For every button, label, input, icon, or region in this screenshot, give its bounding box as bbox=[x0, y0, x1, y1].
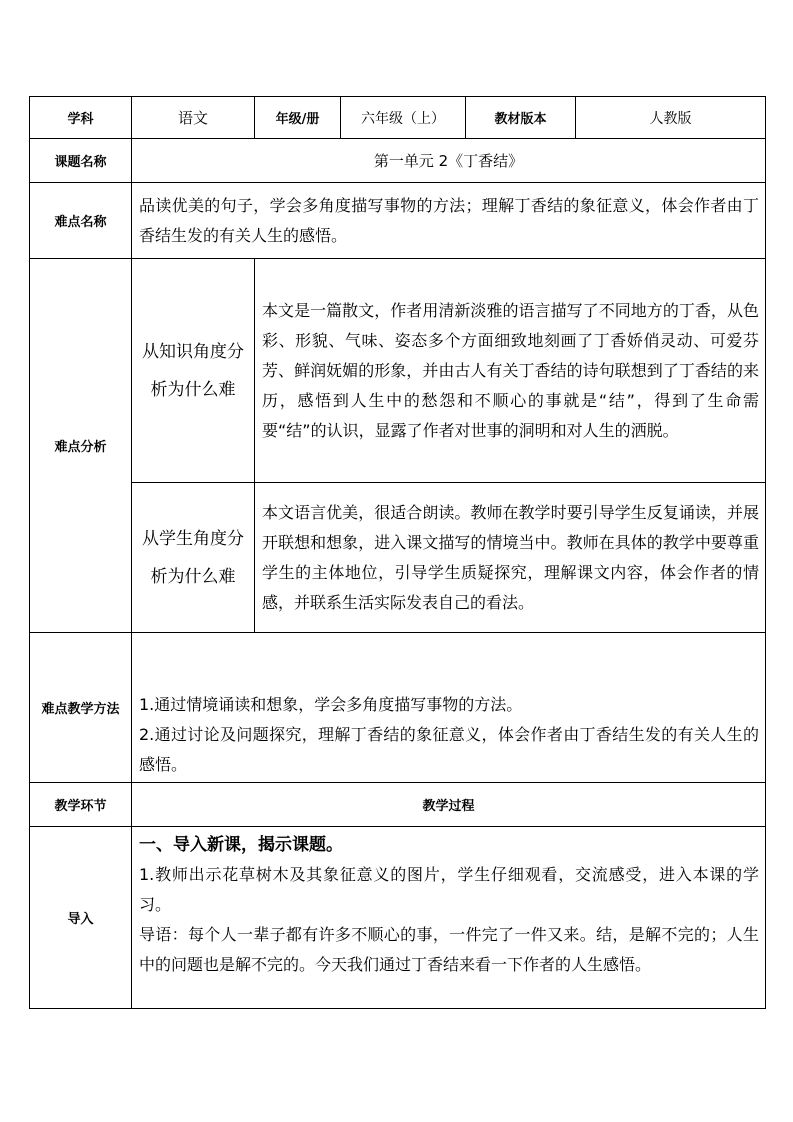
intro-label: 导入 bbox=[30, 827, 132, 1009]
method-label: 难点教学方法 bbox=[30, 633, 132, 783]
method-row bbox=[30, 633, 766, 783]
subject-label: 学科 bbox=[30, 97, 132, 139]
grade-label: 年级/册 bbox=[255, 97, 341, 139]
grade-value: 六年级（上） bbox=[341, 97, 466, 139]
process-header-row bbox=[30, 783, 766, 827]
method-item-2: 2.通过讨论及问题探究，理解丁香结的象征意义，体会作者由丁香结生发的有关人生的感悟。 bbox=[139, 725, 759, 774]
intro-row bbox=[30, 827, 766, 1009]
knowledge-angle-label: 从知识角度分析为什么难 bbox=[132, 259, 255, 483]
intro-item-1: 1.教师出示花草树木及其象征意义的图片，学生仔细观看，交流感受，进入本课的学习。 bbox=[139, 865, 759, 914]
analysis-knowledge-row bbox=[30, 259, 766, 483]
method-item-1: 1.通过情境诵读和想象，学会多角度描写事物的方法。 bbox=[139, 695, 523, 714]
difficulty-text: 品读优美的句子，学会多角度描写事物的方法；理解丁香结的象征意义，体会作者由丁香结生发的有关人生的感悟。 bbox=[132, 183, 766, 259]
process-label: 教学过程 bbox=[132, 783, 766, 827]
knowledge-angle-text: 本文是一篇散文，作者用清新淡雅的语言描写了不同地方的丁香，从色彩、形貌、气味、姿态多个方面细致地刻画了丁香娇俏灵动、可爱芬芳、鲜润妩媚的形象，并由古人有关丁香结的诗句联想到了丁香结的来历，感悟到人生中的愁怨和不顺心的事就是“结”，得到了生命需要“结”的认识，显露了作者对世事的洞明和对人生的洒脱。 bbox=[255, 259, 766, 483]
lesson-label: 课题名称 bbox=[30, 139, 132, 183]
method-content bbox=[132, 633, 766, 783]
difficulty-row bbox=[30, 183, 766, 259]
analysis-label: 难点分析 bbox=[30, 259, 132, 633]
intro-heading: 一、导入新课，揭示课题。 bbox=[139, 835, 343, 855]
lesson-title: 第一单元 2《丁香结》 bbox=[132, 139, 766, 183]
difficulty-label: 难点名称 bbox=[30, 183, 132, 259]
stage-label: 教学环节 bbox=[30, 783, 132, 827]
student-angle-text: 本文语言优美，很适合朗读。教师在教学时要引导学生反复诵读，并展开联想和想象，进入课文描写的情境当中。教师在具体的教学中要尊重学生的主体地位，引导学生质疑探究，理解课文内容，体会作者的情感，并联系生活实际发表自己的看法。 bbox=[255, 483, 766, 633]
edition-value: 人教版 bbox=[576, 97, 766, 139]
intro-lead: 导语：每个人一辈子都有许多不顺心的事，一件完了一件又来。结，是解不完的；人生中的问题也是解不完的。今天我们通过丁香结来看一下作者的人生感悟。 bbox=[139, 925, 759, 974]
student-angle-label: 从学生角度分析为什么难 bbox=[132, 483, 255, 633]
analysis-student-row bbox=[30, 483, 766, 633]
header-row bbox=[30, 97, 766, 139]
edition-label: 教材版本 bbox=[466, 97, 576, 139]
subject-value: 语文 bbox=[132, 97, 255, 139]
lesson-plan-table bbox=[29, 96, 766, 1009]
lesson-row bbox=[30, 139, 766, 183]
intro-content bbox=[132, 827, 766, 1009]
